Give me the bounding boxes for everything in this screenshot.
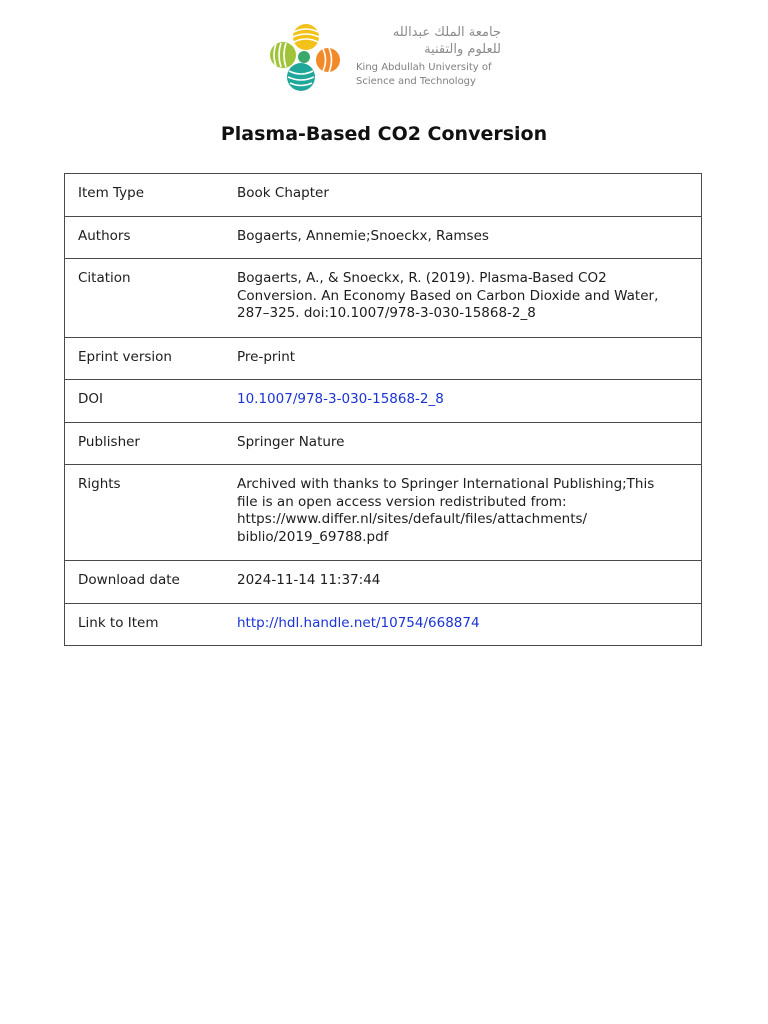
logo-arabic-line-1: جامعة الملك عبدالله xyxy=(392,25,501,40)
table-row xyxy=(65,465,702,561)
table-row xyxy=(65,174,702,217)
row-label: Download date xyxy=(65,561,225,604)
row-value: 2024-11-14 11:37:44 xyxy=(224,561,702,604)
logo-arabic-line-2: للعلوم والتقنية xyxy=(424,42,501,57)
row-value: Bogaerts, Annemie;Snoeckx, Ramses xyxy=(224,216,702,259)
row-label: Citation xyxy=(65,259,225,338)
rights-line: biblio/2019_69788.pdf xyxy=(237,528,389,545)
row-value xyxy=(224,380,702,423)
rights-line: https://www.differ.nl/sites/default/files/attachments/ xyxy=(237,511,588,527)
row-label: DOI xyxy=(65,380,225,423)
citation-value xyxy=(224,259,702,338)
metadata-table xyxy=(64,173,702,646)
row-value xyxy=(224,603,702,646)
table-row xyxy=(65,337,702,380)
row-value: Book Chapter xyxy=(237,185,329,201)
logo-teal-sphere xyxy=(287,63,315,91)
document-title: Plasma-Based CO2 Conversion xyxy=(220,123,548,145)
kaust-logo-mark-icon xyxy=(268,22,342,92)
table-row xyxy=(65,561,702,604)
logo-english-text xyxy=(356,61,492,89)
table-row xyxy=(65,422,702,465)
row-label: Item Type xyxy=(78,185,145,201)
logo-green-core xyxy=(298,51,310,63)
row-label: Authors xyxy=(65,216,225,259)
table-row xyxy=(65,603,702,646)
row-value: Springer Nature xyxy=(224,422,702,465)
logo-english-line-1: King Abdullah University of xyxy=(356,62,492,73)
doi-link[interactable]: 10.1007/978-3-030-15868-2_8 xyxy=(237,391,444,407)
rights-line: Archived with thanks to Springer International Publishing;This xyxy=(237,476,655,492)
row-label: Eprint version xyxy=(65,337,225,380)
logo-lime-sphere xyxy=(270,42,296,68)
table-row xyxy=(65,259,702,338)
citation-line: Conversion. An Economy Based on Carbon Dioxide and Water, xyxy=(237,287,659,304)
row-value: Pre-print xyxy=(224,337,702,380)
logo-yellow-sphere xyxy=(293,24,319,50)
logo-english-line-2: Science and Technology xyxy=(356,76,476,87)
citation-line: 287–325. doi:10.1007/978-3-030-15868-2_8 xyxy=(237,305,536,321)
logo-arabic-text xyxy=(356,24,501,58)
row-label: Publisher xyxy=(65,422,225,465)
logo-orange-sphere xyxy=(316,48,340,72)
row-label: Link to Item xyxy=(65,603,225,646)
table-row xyxy=(65,216,702,259)
rights-line: file is an open access version redistributed from: xyxy=(237,493,567,510)
kaust-logo xyxy=(268,22,504,92)
handle-link[interactable]: http://hdl.handle.net/10754/668874 xyxy=(237,614,480,631)
rights-value xyxy=(224,465,702,561)
row-label: Rights xyxy=(65,465,225,561)
table-row xyxy=(65,380,702,423)
citation-line: Bogaerts, A., & Snoeckx, R. (2019). Plasma-Based CO2 xyxy=(237,270,607,286)
